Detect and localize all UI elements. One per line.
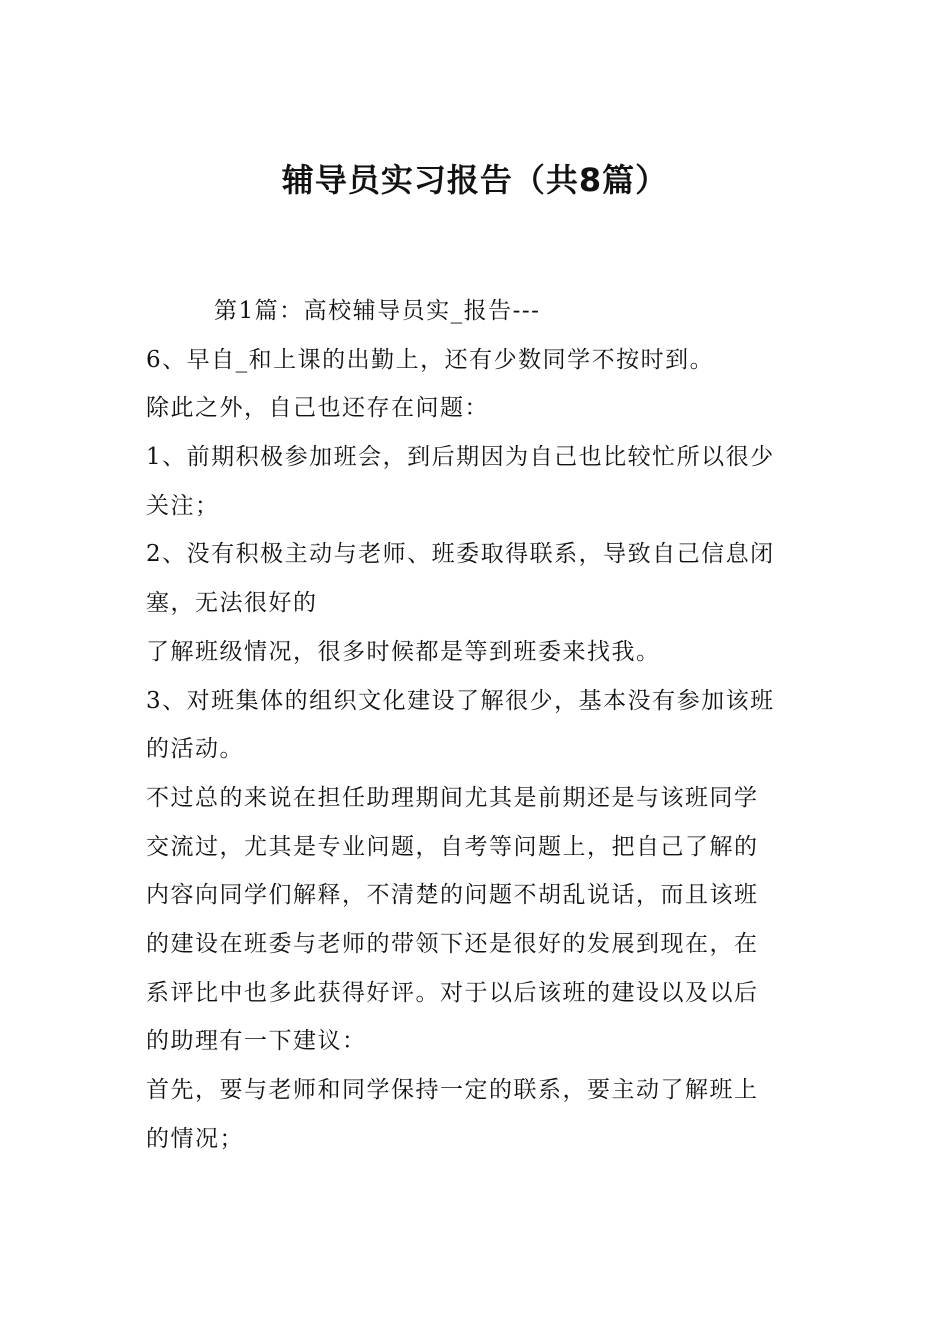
body-line: 交流过，尤其是专业问题，自考等问题上，把自己了解的 xyxy=(146,833,759,860)
body-line: 除此之外，自己也还存在问题： xyxy=(146,395,489,422)
document-body xyxy=(146,287,814,1163)
section-heading: 第1篇：高校辅导员实_报告--- xyxy=(214,298,541,324)
body-line: 了解班级情况，很多时候都是等到班委来找我。 xyxy=(146,638,661,665)
body-line: 关注； xyxy=(146,492,220,519)
body-line: 塞，无法很好的 xyxy=(146,590,318,617)
body-line: 的助理有一下建议： xyxy=(146,1028,367,1055)
body-line: 的情况； xyxy=(146,1125,244,1152)
body-line: 3、对班集体的组织文化建设了解很少，基本没有参加该班 xyxy=(146,687,775,714)
body-line: 的建设在班委与老师的带领下还是很好的发展到现在，在 xyxy=(146,930,759,957)
body-line: 的活动。 xyxy=(146,736,244,763)
body-line: 1、前期积极参加班会，到后期因为自己也比较忙所以很少 xyxy=(146,444,775,471)
body-line: 不过总的来说在担任助理期间尤其是前期还是与该班同学 xyxy=(146,784,759,811)
body-line: 内容向同学们解释，不清楚的问题不胡乱说话，而且该班 xyxy=(146,882,759,909)
body-line: 6、早自_和上课的出勤上，还有少数同学不按时到。 xyxy=(146,346,715,373)
body-line: 2、没有积极主动与老师、班委取得联系，导致自己信息闭 xyxy=(146,541,775,568)
body-line: 系评比中也多此获得好评。对于以后该班的建设以及以后 xyxy=(146,979,759,1006)
body-line: 首先，要与老师和同学保持一定的联系，要主动了解班上 xyxy=(146,1077,759,1103)
document-title: 辅导员实习报告（共8篇） xyxy=(281,161,669,199)
